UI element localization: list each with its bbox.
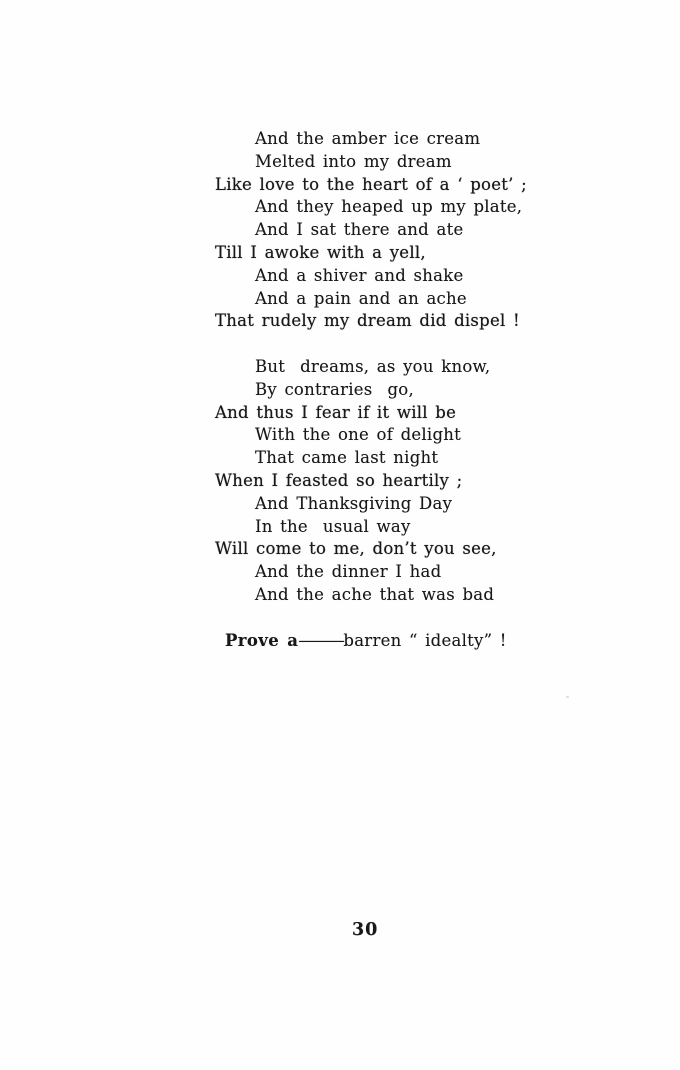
poem-line: By contraries go,	[255, 379, 414, 399]
poem	[165, 128, 585, 675]
poem-line: And a pain and an ache	[255, 288, 467, 308]
poem-line: Melted into my dream	[255, 151, 452, 171]
poem-line: In the usual way	[255, 516, 411, 536]
em-dash-rule: ———	[298, 630, 344, 650]
poem-line: And Thanksgiving Day	[255, 493, 453, 513]
poem-line: But dreams, as you know,	[255, 356, 491, 376]
poem-line: And thus I fear if it will be	[215, 402, 457, 422]
stanza-2	[165, 356, 585, 675]
stanza-1	[165, 128, 585, 333]
poem-line: And the amber ice cream	[255, 129, 481, 148]
poem-line: That came last night	[255, 448, 439, 468]
poem-line: And they heaped up my plate,	[255, 197, 523, 217]
poem-line: And the ache that was bad	[255, 584, 495, 604]
poem-line: Like love to the heart of a ‘ poet’ ;	[215, 174, 527, 194]
scan-speck	[566, 696, 569, 698]
poem-line: Will come to me, don’t you see,	[215, 539, 497, 559]
poem-line: With the one of delight	[255, 425, 462, 445]
poem-line: When I feasted so heartily ;	[215, 470, 463, 490]
poem-line-final	[165, 607, 585, 675]
poem-line: And a shiver and shake	[255, 265, 464, 285]
poem-final-rest: barren “ idealty” !	[343, 630, 507, 650]
poem-final-lead: Prove a	[224, 630, 299, 650]
page-number: 30	[352, 920, 379, 940]
poem-line: And I sat there and ate	[255, 220, 464, 240]
poem-line: Till I awoke with a yell,	[215, 242, 426, 262]
poem-line: And the dinner I had	[255, 562, 442, 582]
poem-line: That rudely my dream did dispel !	[215, 311, 520, 331]
